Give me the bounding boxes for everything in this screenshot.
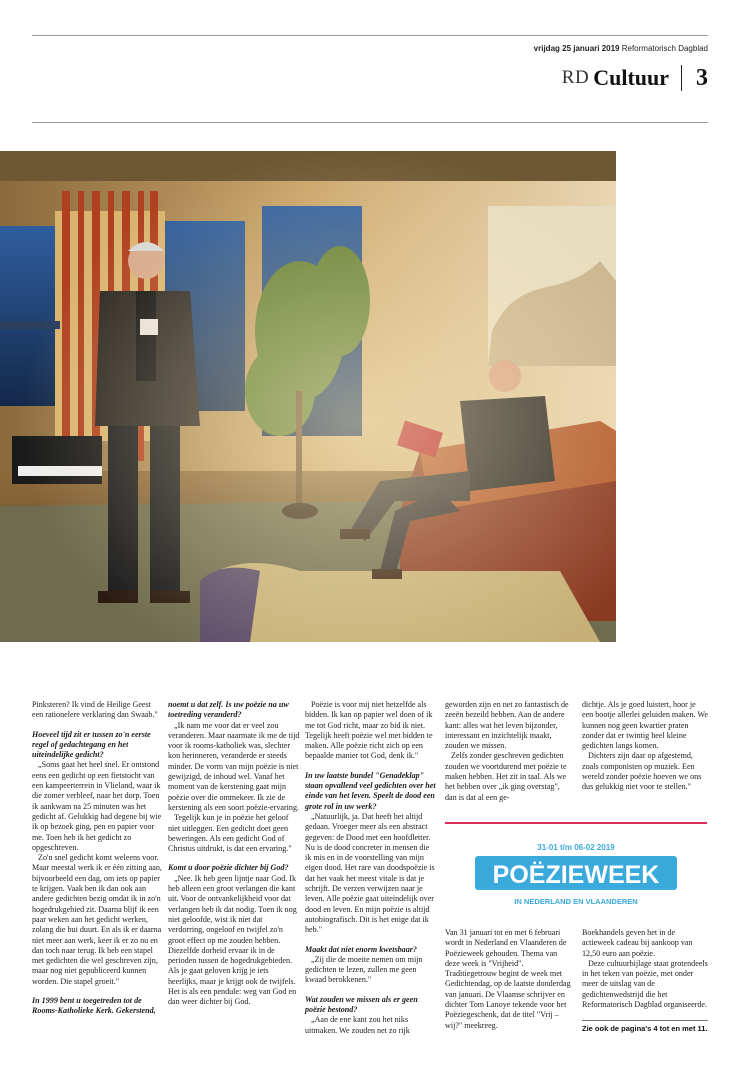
article-column-4 [445,700,573,803]
header-bottom-rule [32,122,708,123]
cross-reference-note: Zie ook de pagina's 4 tot en met 11. [582,1024,708,1033]
note-rule [582,1020,708,1021]
paragraph: Dichters zijn daar op afgestemd, zoals componisten op muziek. Een wereld zonder poëzie hoeven we ons dus gelukkig niet voor te stellen." [582,751,702,792]
article-column-2 [168,700,300,1008]
interview-question: Wat zouden we missen als er geen poëzie bestond? [305,994,418,1015]
photo-illustration [0,151,616,642]
paragraph: „Soms gaat het heel snel. Er ontstond eens een gedicht op een fietstocht van een kampeerterrein in Vlieland, waar ik die zomer verbleef, naar het dorp. Toen ik aankwam na 25 minuten was het gedicht af. Gelukkig had degene bij wie ik op bezoek ging, pen en papier voor me. Toen heb ik het gedicht zo opgeschreven. [32,760,162,852]
paragraph: Pinksteren? Ik vind de Heilige Geest een rationelere verklaring dan Swaab." [32,700,158,720]
paragraph: Boekhandels geven het in de actieweek cadeau bij aankoop van 12,50 euro aan poëzie. [582,928,693,958]
issue-date [534,44,708,53]
paragraph: dichtje. Als je goed luistert, hoor je een bootje allerlei geluiden maken. We kunnen nog geen kwartier praten zonder dat er twintig heel kleine gedichten langs komen. [582,700,708,751]
poezieweek-subtitle: IN NEDERLAND EN VLAANDEREN [514,897,638,906]
paragraph: Van 31 januari tot en met 6 februari wordt in Nederland en Vlaanderen de Poëzieweek gehouden. Thema van deze week is "Vrijheid". Traditiegetrouw begint de week met Gedichtendag, op de laatste donderdag van januari. De Vlaamse schrijver en dichter Tom Lanoye tekende voor het Poëziegeschenk, dat de titel "Vrij – wij?" meekreeg. [445,928,571,1030]
paragraph: „Natuurlijk, ja. Dat heeft het altijd gedaan. Vroeger meer als een abstract gegeven: de Dood met een hoofdletter. Nu is de dood concreter in mensen die ik mis en in de voorstelling van mijn eigen dood. Het rare van doodspoëzie is dat het vaak het meest vitale is dat je schrijft. De verzen verwijzen naar je leven. Alle poëzie gaat uiteindelijk over dood en leven. En mijn poëzie is altijd autobiografisch. Dit is het enige dat ik heb." [305,811,435,935]
paragraph: „Zij die de moeite nemen om mijn gedichten te lezen, zullen me geen kwaad berokkenen." [305,954,423,985]
paragraph: Zo'n snel gedicht komt weleens voor. Maar meestal werk ik er één zitting aan, bijvoorbeeld een dag, om iets op papier te krijgen. Vaak ben ik dan ook aan andere gedichten bezig omdat ik in zo'n hogedrukgebied zit. Daarna blijf ik een paar weken aan het gedicht werken, zolang die bui duurt. En als ik er daarna niet meer aan werk, keer ik er zo nu en dan toch naar terug. Ik heb een stapel met gedichten die wel geschreven zijn, maar nog niet gepubliceerd kunnen worden. Die stapel groeit." [32,853,162,986]
paragraph: „Nee. Ik heb geen lijntje naar God. Ik heb alleen een groot verlangen die kant uit. Voor de ontvankelijkheid voor dat verlangen heb ik dat nodig. Toen ik nog niet geloofde, wist ik niet dat verdorring, ongeloof en twijfel zo'n groot effect op me zouden hebben. Diezelfde dorheid ervaar ik in de perioden tussen de hogedrukgebieden. Als je gaat geloven krijg je iets heerlijks, maar je krijgt ook de twijfels. Het is als een pendule: weg van God en dan weer dichter bij God. [168,873,297,1007]
poezieweek-dates: 31-01 t/m 06-02 2019 [537,843,615,852]
article-column-5 [582,700,708,793]
interview-question: Komt u door poëzie dichter bij God? [168,863,289,873]
paragraph: geworden zijn en net zo fantastisch de zeeën bezeild hebben. Aan de andere kant: alles wat het leven bijzonder, interessant en inzichtelijk maakt, zouden we missen. [445,700,569,751]
poezieweek-top-rule [445,822,707,824]
paragraph: Tegelijk kun je in poëzie het geloof niet uitleggen. Een gedicht doet geen beweringen. Als een gedicht God of Christus uitdrukt, is dat een ervaring." [168,813,292,854]
paragraph: Poëzie is voor mij niet hetzelfde als bidden. Ik kan op papier wel doen of ik me tot God richt, maar zo bid ik niet. Tegelijk heeft poëzie wel met bidden te maken. Alle poëzie richt zich op een bepaalde manier tot God, denk ik." [305,700,433,761]
paragraph: „Ik nam me voor dat er veel zou veranderen. Maar naarmate ik me de tijd voor ik rooms-katholiek was, slechter kon herinneren, veranderde er steeds minder. De vorm van mijn poëzie is niet gewijzigd, de inhoud wel. Vanaf het moment van de kerstening gaat mijn poëzie over die ommekeer. Ik zie de kerstening als een soort poëzie-ervaring. [168,720,300,812]
section-name: Cultuur [593,65,669,90]
interview-question: noemt u dat zelf. Is uw poëzie na uw toetreding veranderd? [168,700,289,720]
page-number: 3 [696,64,708,91]
article-column-1 [32,700,164,1017]
paragraph: „Aan de ene kant zou het niks uitmaken. We zouden net zo rijk [305,1015,410,1035]
article-column-3 [305,700,437,1036]
publication-name: Reformatorisch Dagblad [621,44,708,53]
date-label: vrijdag 25 januari 2019 [533,44,620,53]
article-photo [0,151,616,642]
section-prefix: RD [561,67,590,88]
interview-question: In uw laatste bundel "Genadeklap" staan opvallend veel gedichten over het einde van het leven. Speelt de dood een grote rol in uw werk? [305,770,436,811]
poezieweek-text-right [582,928,708,1010]
poezieweek-title: POËZIEWEEK [492,861,660,889]
poezieweek-logo [445,838,707,920]
paragraph: Deze cultuurbijlage staat grotendeels in het teken van poëzie, met onder meer de uitslag van de gedichtenwedstrijd die het Reformatorisch Dagblad organiseerde. [582,958,708,1010]
top-rule [32,35,708,36]
section-divider [681,65,682,91]
paragraph: Zelfs zonder geschreven gedichten zouden we voortdurend met poëzie te maken hebben. Het zit in taal. Als we het hebben over „ik ging overstag", dan is dat al een ge- [445,751,567,802]
interview-question: In 1999 bent u toegetreden tot de Rooms-Katholieke Kerk. Gekerstend, [32,996,156,1016]
poezieweek-text-left [445,928,572,1031]
interview-question: Hoeveel tijd zit er tussen zo'n eerste regel of gedachtegang en het uiteindelijke gedicht? [32,729,151,760]
section-header [562,62,708,94]
interview-question: Maakt dat niet enorm kwetsbaar? [305,944,417,954]
